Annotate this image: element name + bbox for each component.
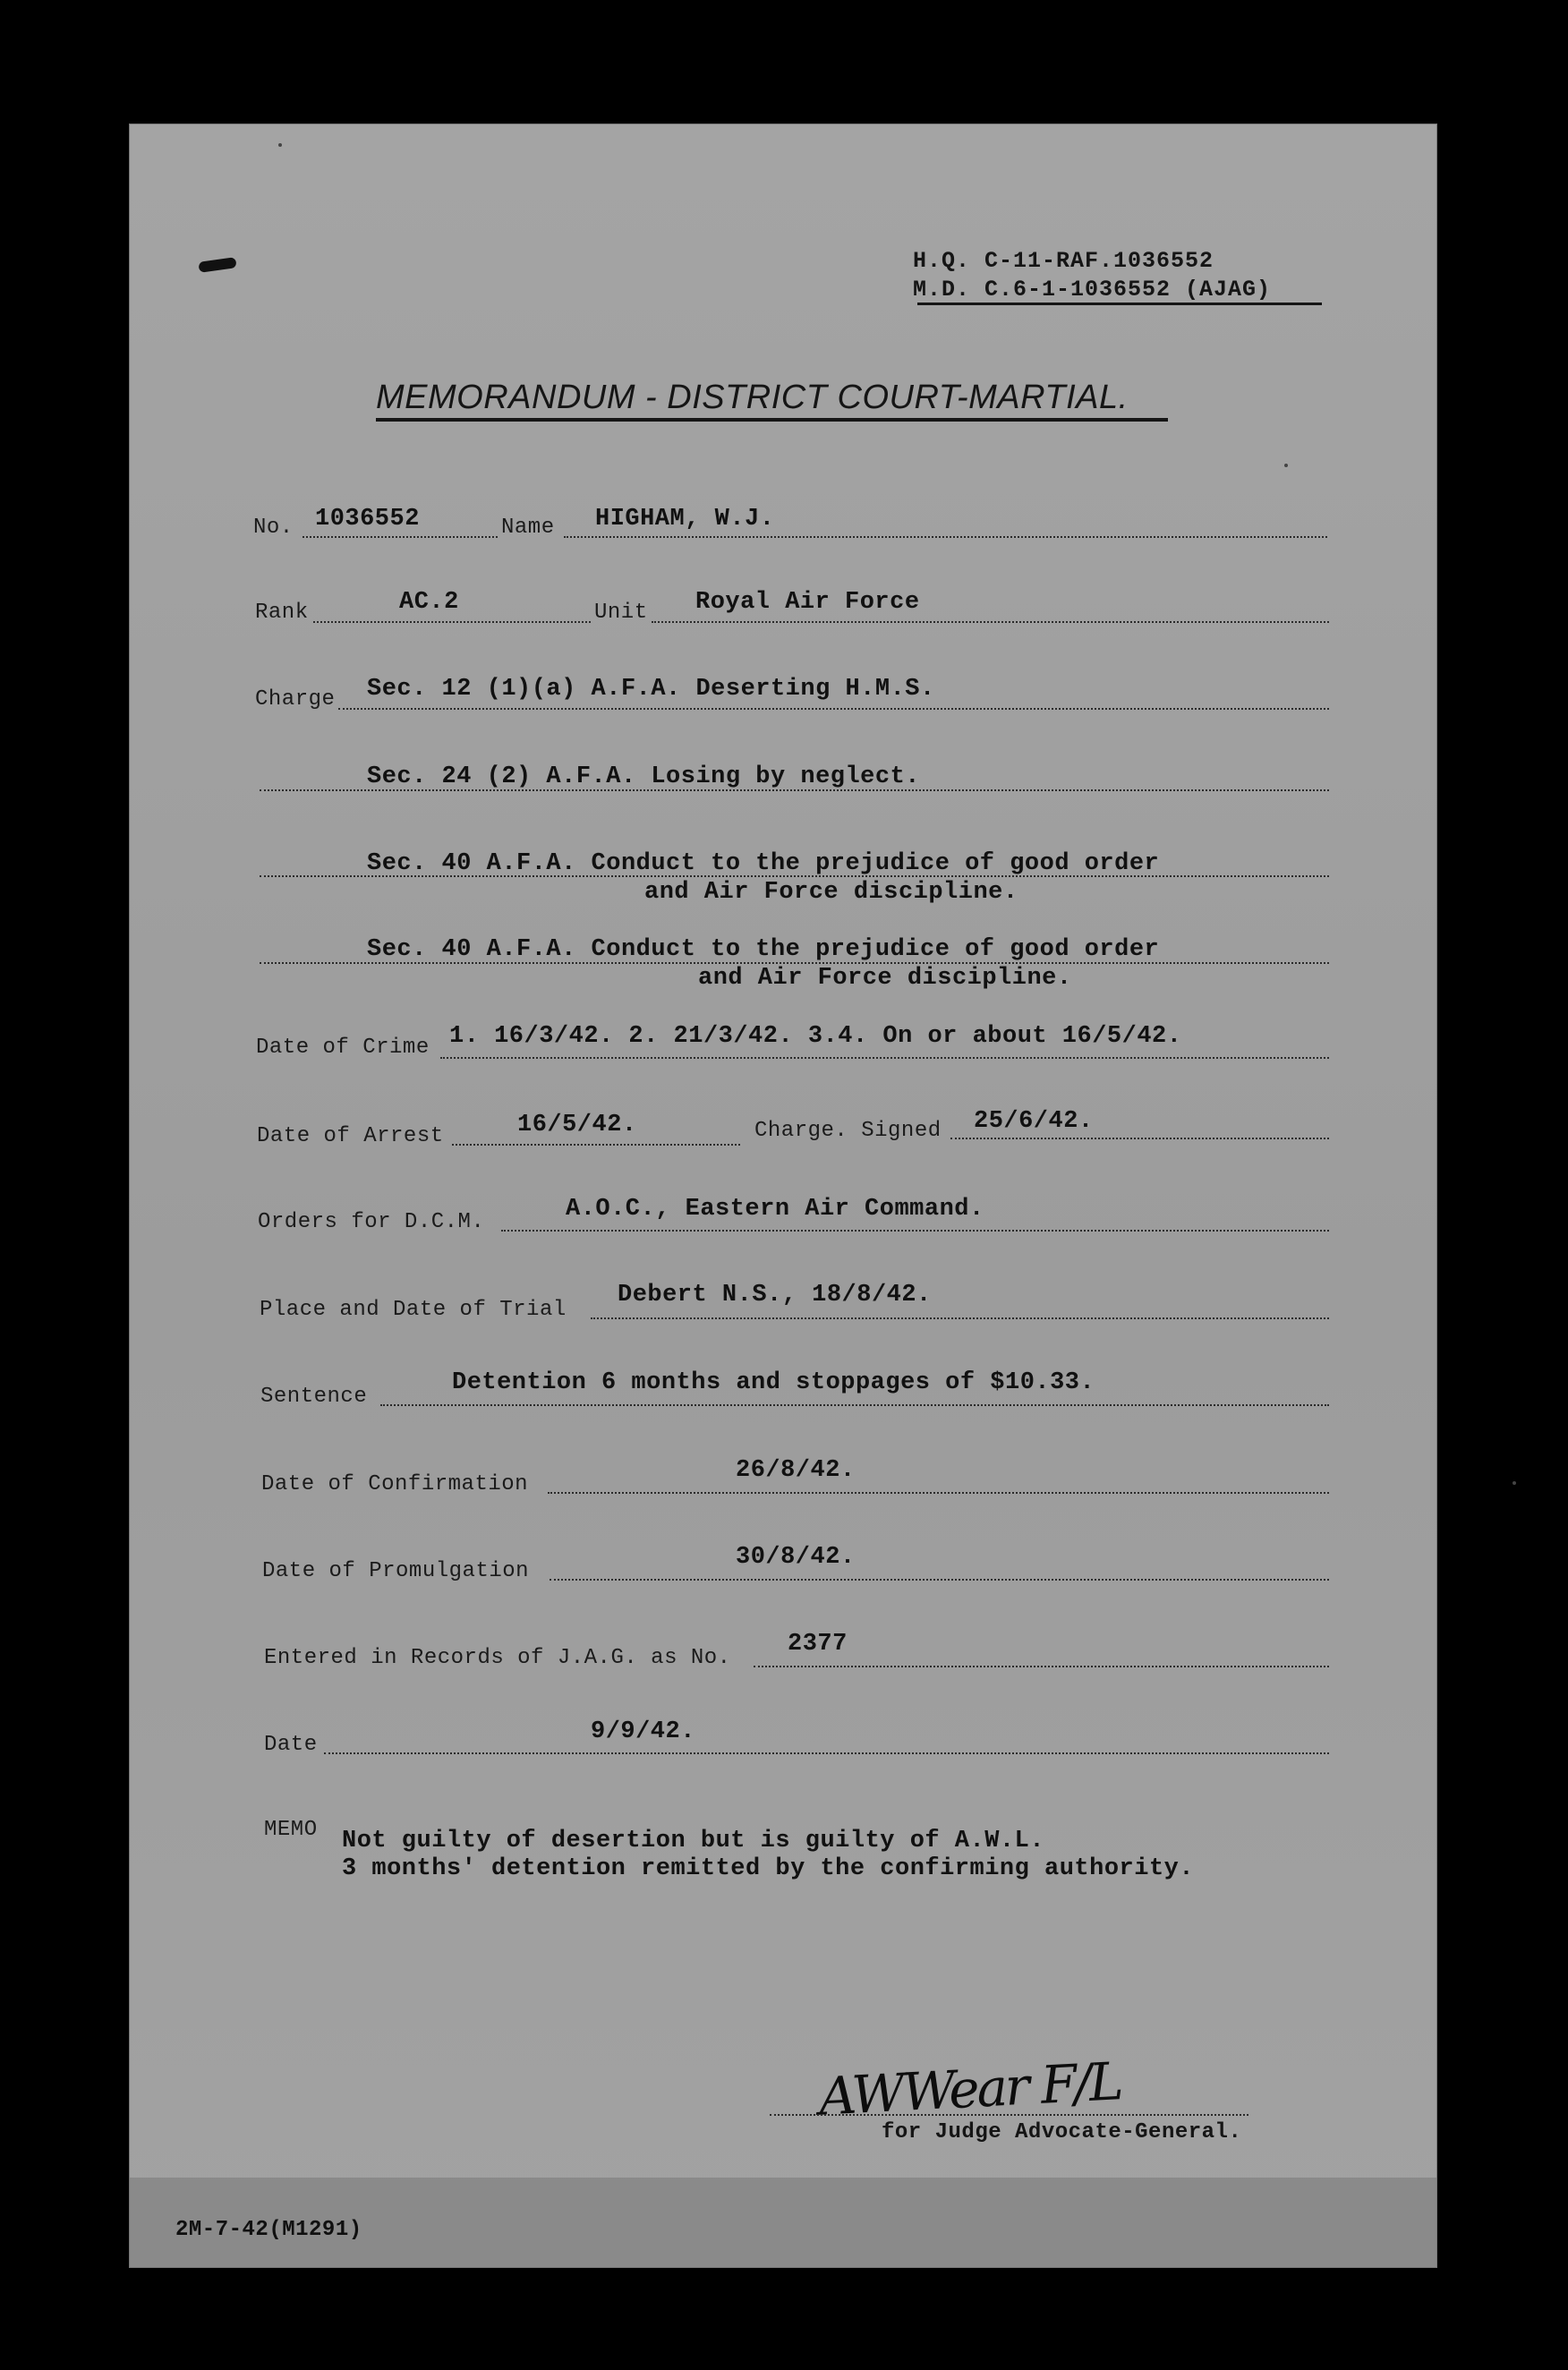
- entered-value: 2377: [788, 1631, 848, 1658]
- entered-label: Entered in Records of J.A.G. as No.: [264, 1646, 731, 1670]
- file-ref-hq: H.Q. C-11-RAF.1036552: [913, 248, 1214, 274]
- rank-label: Rank: [255, 601, 309, 625]
- memo-line-2: 3 months' detention remitted by the confirming authority.: [342, 1855, 1195, 1882]
- rank-value: AC.2: [399, 589, 459, 616]
- date-of-crime-label: Date of Crime: [256, 1036, 430, 1060]
- speck: [1284, 464, 1288, 467]
- sentence-line: [380, 1404, 1329, 1406]
- place-date-trial-label: Place and Date of Trial: [260, 1298, 567, 1322]
- signature-caption: for Judge Advocate-General.: [882, 2120, 1242, 2144]
- place-date-trial-value: Debert N.S., 18/8/42.: [618, 1282, 932, 1309]
- date-label: Date: [264, 1733, 318, 1757]
- orders-value: A.O.C., Eastern Air Command.: [566, 1196, 984, 1223]
- title-underline: [376, 418, 1168, 422]
- no-label: No.: [253, 516, 294, 540]
- charge-2: Sec. 24 (2) A.F.A. Losing by neglect.: [367, 763, 920, 790]
- date-promulgation-value: 30/8/42.: [736, 1544, 856, 1571]
- charge-3-cont: and Air Force discipline.: [644, 879, 1018, 906]
- charge-4-cont: and Air Force discipline.: [698, 965, 1072, 992]
- charge-signed-line: [950, 1138, 1329, 1139]
- date-confirmation-label: Date of Confirmation: [261, 1472, 529, 1496]
- charge-3: Sec. 40 A.F.A. Conduct to the prejudice of good order: [367, 850, 1160, 877]
- name-label: Name: [501, 516, 555, 540]
- speck: [1513, 1481, 1516, 1485]
- orders-line: [501, 1230, 1329, 1232]
- memo-line-1: Not guilty of desertion but is guilty of A.W.L.: [342, 1828, 1045, 1854]
- unit-line: [652, 621, 1329, 623]
- sentence-label: Sentence: [260, 1385, 368, 1409]
- no-line: [303, 536, 498, 538]
- place-date-trial-line: [591, 1317, 1329, 1319]
- charge-line-1: [338, 708, 1329, 710]
- rank-line: [313, 621, 591, 623]
- charge-signed-value: 25/6/42.: [974, 1108, 1094, 1135]
- speck: [278, 143, 282, 147]
- charge-1: Sec. 12 (1)(a) A.F.A. Deserting H.M.S.: [367, 676, 935, 703]
- file-ref-md: M.D. C.6-1-1036552 (AJAG): [913, 277, 1272, 303]
- no-value: 1036552: [315, 506, 420, 533]
- form-number: 2M-7-42(M1291): [175, 2218, 362, 2242]
- date-value: 9/9/42.: [591, 1718, 695, 1745]
- signature: AWWear F/L: [817, 2050, 1122, 2127]
- unit-label: Unit: [594, 601, 648, 625]
- memo-label: MEMO: [264, 1818, 318, 1842]
- unit-value: Royal Air Force: [695, 589, 920, 616]
- name-value: HIGHAM, W.J.: [595, 506, 775, 533]
- date-of-crime-value: 1. 16/3/42. 2. 21/3/42. 3.4. On or about 16/5/42.: [449, 1023, 1182, 1050]
- name-line: [564, 536, 1327, 538]
- charge-4: Sec. 40 A.F.A. Conduct to the prejudice of good order: [367, 936, 1160, 963]
- date-promulgation-label: Date of Promulgation: [262, 1559, 530, 1583]
- signature-line: [770, 2114, 1248, 2116]
- charge-signed-label: Charge. Signed: [754, 1119, 942, 1143]
- charge-label: Charge: [255, 687, 336, 712]
- date-of-crime-line: [440, 1057, 1329, 1059]
- sentence-value: Detention 6 months and stoppages of $10.33.: [452, 1369, 1095, 1396]
- file-ref-underline: [917, 303, 1322, 305]
- date-confirmation-line: [548, 1492, 1329, 1494]
- date-promulgation-line: [550, 1579, 1329, 1581]
- orders-label: Orders for D.C.M.: [258, 1210, 485, 1234]
- date-line: [324, 1752, 1329, 1754]
- entered-line: [754, 1666, 1329, 1667]
- date-of-arrest-value: 16/5/42.: [517, 1112, 637, 1138]
- date-of-arrest-line: [452, 1144, 740, 1146]
- date-of-arrest-label: Date of Arrest: [257, 1124, 444, 1148]
- date-confirmation-value: 26/8/42.: [736, 1457, 856, 1484]
- page-title: MEMORANDUM - DISTRICT COURT-MARTIAL.: [376, 379, 1129, 416]
